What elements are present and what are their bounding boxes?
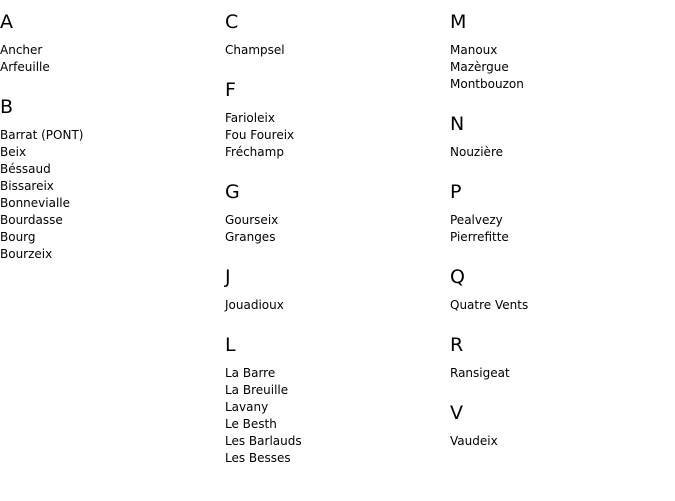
place-list (450, 365, 665, 382)
letter-heading: G (225, 181, 240, 203)
place-list (225, 110, 440, 161)
index-column-1 (0, 0, 215, 283)
place-list (225, 365, 440, 467)
letter-group (225, 11, 440, 59)
list-item (0, 195, 215, 212)
place-list (225, 42, 440, 59)
letter-group (450, 181, 665, 246)
list-item (225, 399, 440, 416)
place-link[interactable]: Beix (0, 145, 27, 159)
letter-heading: L (225, 334, 236, 356)
place-link[interactable]: Mazèrgue (450, 60, 509, 74)
list-item (0, 212, 215, 229)
place-link[interactable]: Les Barlauds (225, 434, 302, 448)
list-item (225, 382, 440, 399)
place-link[interactable]: Barrat (PONT) (0, 128, 84, 142)
letter-group (225, 334, 440, 467)
place-list (450, 212, 665, 246)
list-item (225, 433, 440, 450)
list-item (0, 229, 215, 246)
list-item (0, 178, 215, 195)
place-list (225, 212, 440, 246)
place-link[interactable]: Fréchamp (225, 145, 284, 159)
list-item (225, 42, 440, 59)
letter-heading: J (225, 266, 231, 288)
list-item (225, 144, 440, 161)
list-item (0, 59, 215, 76)
letter-group (225, 266, 440, 314)
list-item (225, 127, 440, 144)
place-link[interactable]: Montbouzon (450, 77, 524, 91)
place-list (450, 144, 665, 161)
place-link[interactable]: Jouadioux (225, 298, 284, 312)
place-link[interactable]: Bissareix (0, 179, 54, 193)
list-item (450, 42, 665, 59)
letter-group (225, 181, 440, 246)
letter-heading: F (225, 79, 236, 101)
place-link[interactable]: Ancher (0, 43, 43, 57)
place-link[interactable]: Bourdasse (0, 213, 63, 227)
letter-heading: P (450, 181, 462, 203)
place-link[interactable]: Bonnevialle (0, 196, 71, 210)
list-item (225, 229, 440, 246)
letter-group (225, 79, 440, 161)
letter-heading: V (450, 402, 463, 424)
place-link[interactable]: Fou Foureix (225, 128, 295, 142)
list-item (450, 59, 665, 76)
place-list (0, 127, 215, 263)
letter-group (450, 11, 665, 93)
place-link[interactable]: Bourzeix (0, 247, 53, 261)
list-item (225, 297, 440, 314)
place-link[interactable]: Lavany (225, 400, 269, 414)
list-item (450, 212, 665, 229)
list-item (0, 246, 215, 263)
place-link[interactable]: La Breuille (225, 383, 289, 397)
letter-heading: C (225, 11, 239, 33)
place-link[interactable]: Gourseix (225, 213, 279, 227)
place-link[interactable]: Vaudeix (450, 434, 498, 448)
list-item (225, 110, 440, 127)
place-list (450, 433, 665, 450)
place-link[interactable]: Arfeuille (0, 60, 50, 74)
place-link[interactable]: Granges (225, 230, 276, 244)
list-item (450, 144, 665, 161)
list-item (0, 42, 215, 59)
place-link[interactable]: Pierrefitte (450, 230, 509, 244)
letter-heading: A (0, 11, 13, 33)
place-list (450, 297, 665, 314)
list-item (450, 297, 665, 314)
place-link[interactable]: Les Besses (225, 451, 291, 465)
place-link[interactable]: Nouzière (450, 145, 503, 159)
list-item (225, 416, 440, 433)
place-link[interactable]: Champsel (225, 43, 285, 57)
list-item (0, 127, 215, 144)
list-item (225, 365, 440, 382)
letter-group (450, 113, 665, 161)
list-item (450, 229, 665, 246)
place-link[interactable]: Quatre Vents (450, 298, 529, 312)
letter-heading: B (0, 96, 14, 118)
list-item (0, 161, 215, 178)
list-item (225, 450, 440, 467)
letter-group (0, 11, 215, 76)
place-link[interactable]: Béssaud (0, 162, 51, 176)
place-link[interactable]: Pealvezy (450, 213, 503, 227)
letter-heading: Q (450, 266, 465, 288)
list-item (225, 212, 440, 229)
place-link[interactable]: Le Besth (225, 417, 277, 431)
list-item (0, 144, 215, 161)
place-list (450, 42, 665, 93)
place-link[interactable]: La Barre (225, 366, 276, 380)
place-list (0, 42, 215, 76)
list-item (450, 365, 665, 382)
letter-heading: N (450, 113, 465, 135)
list-item (450, 76, 665, 93)
letter-heading: M (450, 11, 467, 33)
place-link[interactable]: Manoux (450, 43, 498, 57)
index-column-2 (225, 0, 440, 487)
place-list (225, 297, 440, 314)
index-column-3 (450, 0, 665, 470)
place-link[interactable]: Ransigeat (450, 366, 510, 380)
place-link[interactable]: Bourg (0, 230, 36, 244)
list-item (450, 433, 665, 450)
letter-heading: R (450, 334, 464, 356)
letter-group (450, 266, 665, 314)
place-link[interactable]: Farioleix (225, 111, 275, 125)
letter-group (450, 334, 665, 382)
letter-group (0, 96, 215, 263)
letter-group (450, 402, 665, 450)
